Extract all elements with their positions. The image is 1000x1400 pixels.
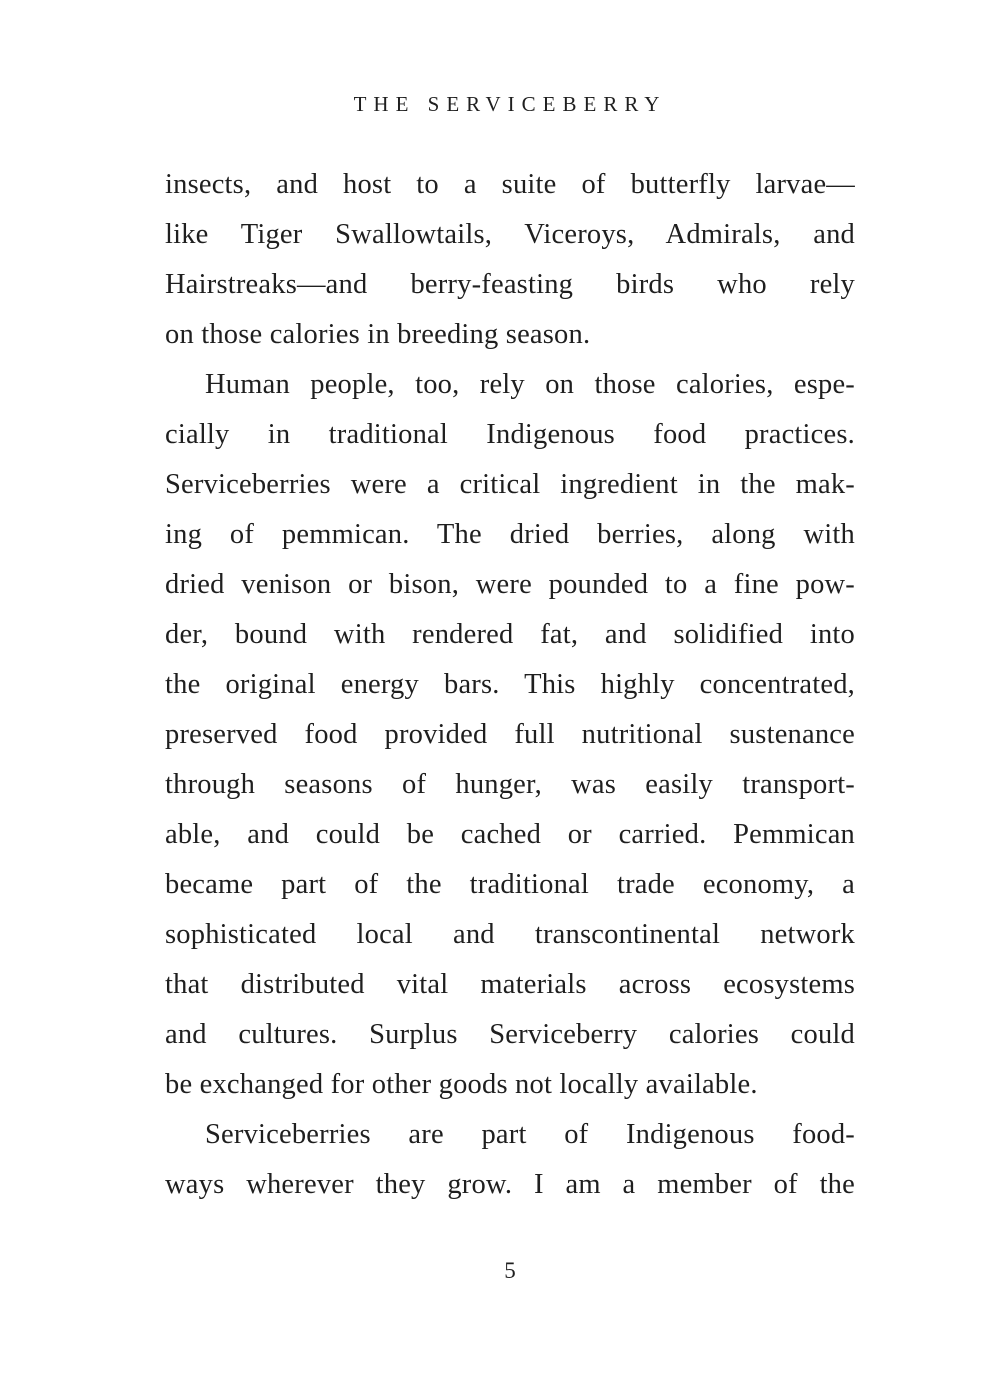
running-header: THE SERVICEBERRY [353,92,667,116]
text-line: be exchanged for other goods not locally available. [165,1069,758,1100]
text-line: cially in traditional Indigenous food practices. [165,419,855,450]
text-line: became part of the traditional trade economy, a [165,869,855,900]
text-line: and cultures. Surplus Serviceberry calories could [165,1019,855,1050]
text-line: able, and could be cached or carried. Pemmican [165,819,855,850]
text-line: Serviceberries were a critical ingredient in the mak- [165,469,855,500]
text-line: on those calories in breeding season. [165,319,591,350]
text-line: preserved food provided full nutritional sustenance [165,719,855,750]
text-line: Hairstreaks—and berry-feasting birds who rely [165,269,855,300]
page-number: 5 [504,1258,516,1283]
body-text [165,160,855,1210]
text-line: ing of pemmican. The dried berries, along with [165,519,855,550]
text-line: dried venison or bison, were pounded to a fine pow- [165,569,855,600]
text-line: that distributed vital materials across ecosystems [165,969,855,1000]
text-line: through seasons of hunger, was easily transport- [165,769,855,800]
text-line: insects, and host to a suite of butterfly larvae— [165,169,855,200]
text-line: the original energy bars. This highly concentrated, [165,669,855,700]
text-line: Serviceberries are part of Indigenous food- [205,1119,855,1150]
text-line: ways wherever they grow. I am a member of the [165,1169,855,1200]
text-line: der, bound with rendered fat, and solidified into [165,619,855,650]
text-line: like Tiger Swallowtails, Viceroys, Admirals, and [165,219,855,250]
text-line: Human people, too, rely on those calories, espe- [205,369,855,400]
text-line: sophisticated local and transcontinental network [165,919,855,950]
